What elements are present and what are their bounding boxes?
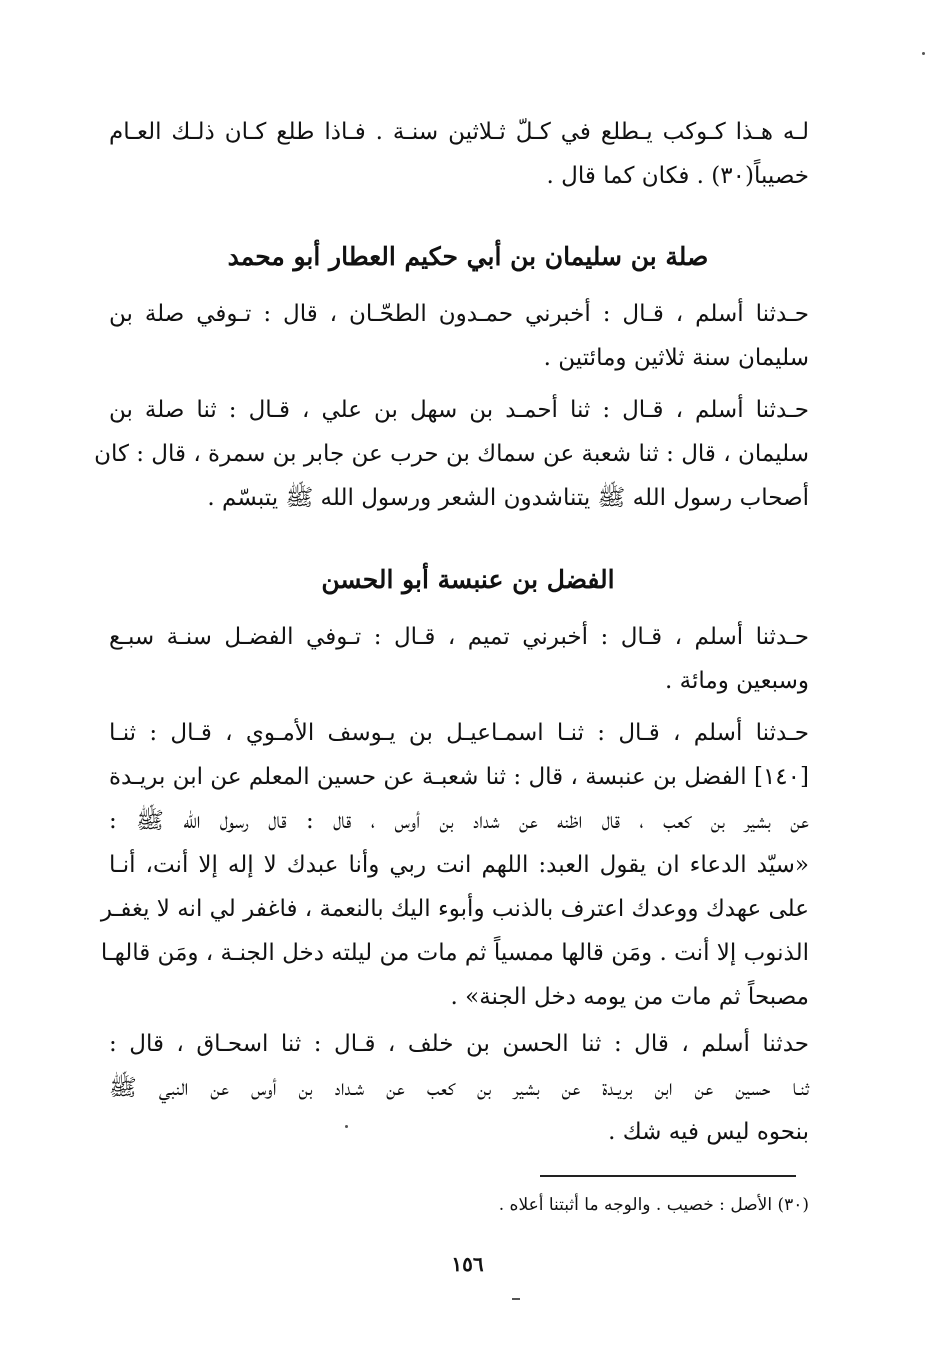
footnote-30: (٣٠) الأصل : خصيب . والوجه ما أثبتنا أعلاه . — [498, 1195, 809, 1215]
paragraph-5-line-7: مصبحاً ثم مات من يومه دخل الجنة» . — [450, 984, 809, 1010]
footnote-divider — [540, 1175, 796, 1177]
page-number: ١٥٦ — [451, 1252, 484, 1276]
paragraph-5-line-3: عن بشير بن كعب ، قال اظنه عن شداد بن أوس ، قال : قال رسول الله ﷺ : — [109, 808, 809, 834]
paragraph-2-line-1: حـدثنا أسلم ، قـال : أخبرني حمـدون الطحّـان ، قال : تـوفي صلة بن — [109, 301, 809, 327]
paragraph-6-line-1: حدثنا أسلم ، قال : ثنا الحسن بن خلف ، قـال : ثنا اسحـاق ، قال : — [109, 1031, 809, 1057]
paragraph-5-line-4: «سيّد الدعاء ان يقول العبد: اللهم انت ربي وأنا عبدك لا إله إلا أنت، أنـا — [109, 852, 809, 878]
paragraph-1 — [109, 110, 809, 198]
paragraph-3-line-1: حـدثنا أسلم ، قـال : ثنا أحمـد بن سهل بن علي ، قـال : ثنا صلة بن — [109, 397, 809, 423]
paragraph-1-line-1: لـه هـذا كـوكب يـطلع في كـلّ ثـلاثين سنـة . فـاذا طلع كـان ذلـك العـام — [109, 119, 809, 145]
paragraph-4-line-2: وسبعين ومائة . — [665, 668, 809, 694]
paragraph-3 — [94, 388, 809, 520]
paragraph-1-line-2: خصيباً(٣٠) . فكان كما قال . — [546, 163, 809, 189]
paragraph-6 — [109, 1022, 809, 1154]
heading-salah-ibn-sulayman: صلة بن سليمان بن أبي حكيم العطار أبو محمد — [227, 242, 709, 271]
scan-speck — [512, 1298, 520, 1300]
paragraph-2 — [109, 292, 809, 380]
paragraph-5-line-2: [١٤٠] الفضل بن عنبسة ، قال : ثنا شعبـة عن حسين المعلم عن ابن بريـدة — [109, 764, 809, 790]
paragraph-3-line-3: أصحاب رسول الله ﷺ يتناشدون الشعر ورسول الله ﷺ يتبسّم . — [207, 485, 809, 511]
scan-speck — [922, 52, 925, 55]
paragraph-6-line-2: ثنـا حسين عن ابن بريـدة عن بشير بن كعب عن شـداد بن أوس عن النبي ﷺ — [109, 1075, 809, 1101]
paragraph-2-line-2: سليمان سنة ثلاثين ومائتين . — [543, 345, 809, 371]
paragraph-4 — [109, 615, 809, 703]
paragraph-5-line-5: على عهدك ووعدك اعترف بالذنب وأبوء اليك بالنعمة ، فاغفر لي انه لا يغفـر — [100, 896, 809, 922]
paragraph-5 — [100, 711, 809, 1019]
paragraph-6-line-3: بنحوه ليس فيه شك . — [608, 1119, 809, 1145]
paragraph-4-line-1: حـدثنا أسلم ، قـال : أخبرني تميم ، قـال : تـوفي الفضـل سنـة سبـع — [109, 624, 809, 650]
paragraph-3-line-2: سليمان ، قال : ثنا شعبة عن سماك بن حرب عن جابر بن سمرة ، قال : كان — [94, 441, 809, 467]
scan-speck — [345, 1125, 348, 1128]
paragraph-5-line-1: حـدثنا أسلم ، قـال : ثنـا اسمـاعيـل بن يـوسف الأمـوي ، قـال : ثنـا — [109, 720, 809, 746]
heading-al-fadl-ibn-anbasa: الفضل بن عنبسة أبو الحسن — [321, 565, 615, 594]
paragraph-5-line-6: الذنوب إلا أنت . ومَن قالها ممسياً ثم مات من ليلته دخل الجنـة ، ومَن قالهـا — [100, 940, 809, 966]
